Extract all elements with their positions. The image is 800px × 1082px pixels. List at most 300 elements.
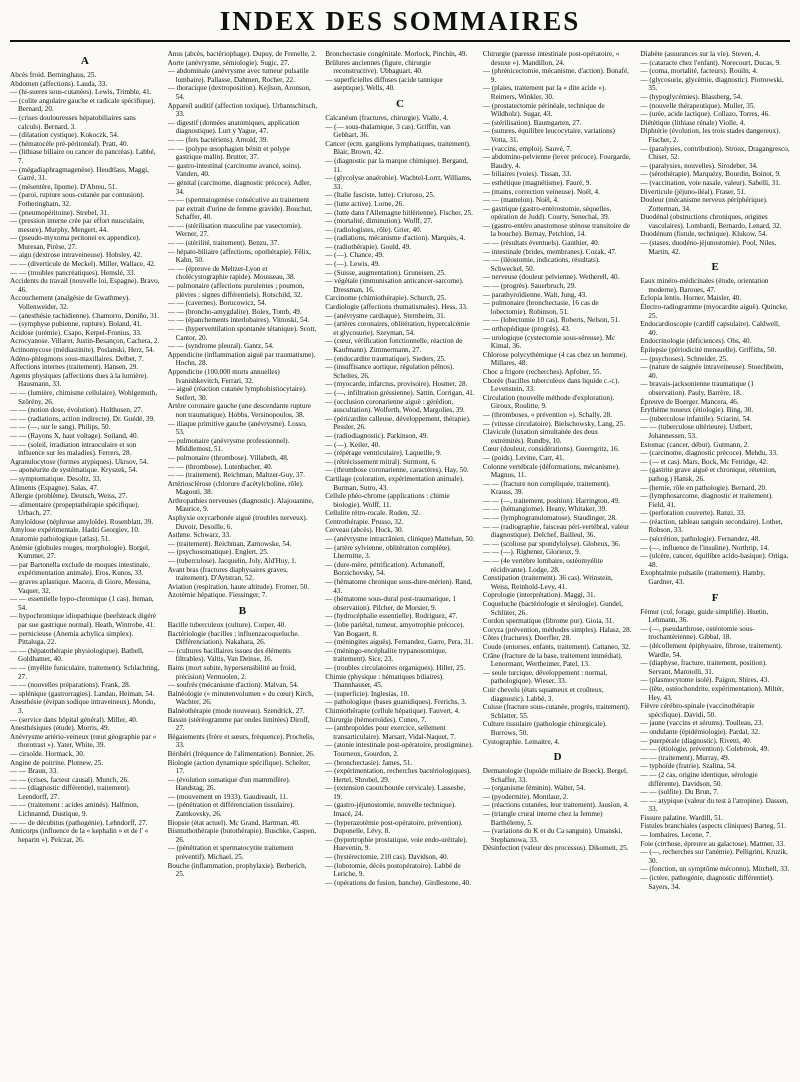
index-column [483, 50, 633, 1070]
index-entry: — — atypique (valeur du test à l'atropine). Dassen, 33. [640, 796, 789, 814]
index-entry: Asphyxie oxycarbonée aiguë (troubles nerveux). Duvoir, Desoille, 6. [167, 514, 308, 531]
index-entry: — (glycosurie, glycémie, diagnostic). Piotrowski, 35. [640, 75, 784, 93]
index-entry: Endocrinologie (déficiences). Obs, 40. [640, 337, 752, 346]
index-entry: — (tuberculose). Jacquelin, Joly, Ald'Huy, 1. [167, 557, 297, 566]
index-entry: — pathologique (bases guanidiques). Frerichs, 3. [325, 698, 467, 707]
index-entry: — — (lobectomie 10 cas). Roberts, Nelson, 51. [482, 316, 620, 325]
index-entry: Artériosclérose (chlorure d'acétylcholine, rôle). Magouti, 38. [167, 479, 304, 497]
index-entry: — gastrique (gastro-entérostomie, séquelles, opération de Judd). Courty, Senechal, 39. [482, 204, 612, 222]
index-entry: — (atonie intestinale post-opératoire, prostigmine). Tourneux, Gourdon, 2. [325, 741, 473, 758]
index-entry: — (pseudo-myxoma peritonei ex appendice). Muresan, Pirèse, 27. [10, 234, 141, 251]
index-entry: Amyloïdose (néphrose amyloïde). Rosenblatt, 39. [10, 517, 154, 526]
index-entry: — (tête, ostéochondrite, expérimentation). Miltér, Hey, 43. [640, 684, 784, 702]
index-entry: Fistules branchiales (aspects cliniques) Barteg, 51. [640, 822, 786, 831]
index-entry: Balnéologie (« minutenvolumen » du cœur) Kirch, Wachter, 26. [167, 689, 314, 707]
index-entry: — — (myélite funiculaire, traitement). Schlachting, 27. [10, 663, 160, 681]
index-entry: Bacille tuberculeux (culture). Corper, 40. [167, 621, 287, 629]
index-entry: — (gastrite grave aiguë et chronique, rétention, pathog.) Hansk, 26. [640, 466, 777, 483]
index-entry: — — (—, traitement, position). Harrington, 49. [482, 496, 620, 505]
index-entry: Électro-radiogramme (myocardite aiguë). Quincke, 25. [640, 303, 788, 320]
index-entry: — (tuberculose infantile). Sciarini, 54. [640, 414, 752, 423]
index-entry: — (service dans hôpital général). Miller, 40. [10, 715, 138, 724]
index-entry: — (sécrétion, pathologie). Fernandez, 48. [640, 535, 761, 544]
index-entry: — — (radiographie, faisceau péri-vertébral, valeur diagnostique). Delchef, Bailleul, 36. [482, 522, 630, 540]
index-entry: Centrothérapie. Prusso, 32. [325, 517, 404, 526]
index-entry: — biliaires (voies). Tissan, 33. [482, 170, 572, 179]
index-entry: — (—, influence de l'insuline). Northrip, 14. [640, 543, 770, 552]
index-entry: — — (fracture non compliquée, traitement). Krauss, 39. [482, 479, 611, 497]
index-entry: — (—). Chance, 49. [325, 251, 384, 260]
index-entry: — (plasmocytome isolé). Paigon, Shires, 43. [640, 676, 770, 685]
index-entry: — (gastro-jéjunostomie, nouvelle technique). Imacé, 24. [325, 801, 456, 819]
index-entry: — — (stérilité, traitement). Benzu, 37. [167, 239, 280, 248]
index-entry: Épilepsie (périodicité mensuelle). Griffiths, 50. [640, 346, 777, 354]
index-entry: — (réactions cutanées, leur traitement). Jausion, 4. [482, 801, 629, 810]
index-entry: Coqueluche (bactériologie et sérologie). Gundel, Schlüter, 26. [482, 600, 623, 617]
index-entry: — — (polype œsophagien bénin et polype gastrique malin). Brutter, 37. [167, 144, 290, 162]
index-entry: — (—, pseudarthrose, ostéotomie sous-trochantérienne). Gibbal, 18. [640, 624, 755, 642]
index-entry: Appareil auditif (affection toxique). Urbantschitsch, 33. [167, 101, 318, 119]
index-entry: — (Italie fasciste, lutte). Criuroso, 25. [325, 191, 435, 200]
index-entry: — puerpérale (diagnostic). Rivetti, 40. [640, 736, 752, 745]
index-entry: Bactériologie (bacilles ; influenzacoqueluche. Différenciation). Nakahara, 26. [167, 629, 300, 647]
index-entry: — (dilatation cystique). Kokoczk, 54. [10, 131, 119, 140]
index-entry: — (crises douloureuses hépatobiliaires sans calculs). Bernard, 3. [10, 113, 136, 131]
index-entry: — (expérimentation, recherches bactériologiques). Hertel, Shrobel, 29. [325, 767, 472, 784]
section-letter: A [80, 55, 89, 67]
index-entry: — (hystérectomie, 210 cas). Davidson, 40. [325, 853, 449, 862]
index-entry: Amylose expérimentale. Hadzi Georgiev, 10. [10, 526, 140, 535]
index-entry: Acrocyanose. Villaret, Justin-Besançon, Cachera, 2. [10, 337, 160, 346]
index-entry: Fissure palatine. Wardill, 51. [640, 813, 724, 822]
index-entry: — (mouvement en 1933). Gaudreault, 11. [167, 792, 288, 801]
index-entry: — (carcinome, diagnostic précoce). Mehdu, 33. [640, 449, 778, 458]
index-entry: — (radiothérapie). Gould, 49. [325, 242, 412, 251]
index-entry: — (Suisse, augmentation). Gruneisen, 25. [325, 268, 446, 277]
index-entry: — (psychoses). Schneider, 25. [640, 354, 728, 363]
index-entry: — (radiodiagnostic). Parkinson, 49. [325, 431, 429, 440]
index-entry: — soufrés (mécanisme d'action). Malvan, 54. [167, 681, 299, 690]
index-entry: — — (radiations, action indirecte). Dr. Guédé, 39. [10, 414, 155, 423]
index-entry: — (cultures bacillaires issues des éléments filtrables). Valtis, Van Deinse, 16. [167, 646, 291, 664]
index-entry: — ondulante (épidémiologie). Pardal, 32. [640, 727, 760, 736]
index-entry: Diphtérie (évolution, les trois stades dangereux). Fischer, 2. [640, 127, 781, 144]
index-entry: Angine de poitrine. Plotnew, 25. [10, 758, 104, 767]
index-entry: — (artères coronaires, oblitération, hypercalcémie et glycosurie). Szeyman, 54. [325, 320, 470, 337]
index-entry: — aponéurite de systématique. Kryszek, 54. [10, 466, 138, 475]
index-entry: Anatomie pathologique (atlas). 51. [10, 535, 111, 544]
index-entry: — (lutte dans l'Allemagne hitlérienne). Fischer, 25. [325, 208, 473, 217]
index-entry: — superficielles diffuses (acide tannique aseptique). Wells, 40. [325, 75, 443, 93]
index-entry: — (lymphosarcome, diagnostic et traitement). Field, 41. [640, 492, 773, 509]
index-entry: Circulation (nouvelle méthode d'exploration). Giroux, Roulitte, 9. [482, 393, 615, 411]
index-entry: — (extension caoutchoutée cervicale). Lassesbe, 19. [325, 784, 466, 801]
index-entry: — (thromboses, « prévention »). Schally, 28. [482, 410, 613, 419]
index-entry: — typhoïde (fratrie). Szalina, 54. [640, 762, 736, 771]
index-entry: — (hypoglycémies). Blassberg, 54. [640, 92, 743, 101]
index-entry: Estomac (cancer, début). Gutmann, 2. [640, 440, 750, 449]
index-entry: — gastro-intestinal (carcinome avancé, soins). Vanden, 40. [167, 161, 302, 179]
index-entry: — (gastro-entéro anastomose sténose transitoire de la bouche). Bernay, Petchlon, 14. [482, 221, 630, 239]
index-entry: — (insuffisance aortique, régulation pélnos). Scheltes, 26. [325, 363, 454, 380]
index-entry: Côtes (fractures). Doerfler, 28. [482, 634, 572, 643]
index-entry: — (psychosomatique). Englert, 25. [167, 548, 269, 557]
index-columns [10, 50, 790, 1070]
index-entry: — — (hyperventilation spontanée tétanique). Scott, Cantor, 20. [167, 325, 317, 342]
index-entry: Aviation (respiration, haute altitude). Fromer, 50. [167, 582, 310, 591]
index-entry: — digestif (données anatomiques, application diagnostique). Lurt y Yague, 47. [167, 118, 300, 136]
index-entry: — graves aplastique. Macera, di Giore, Messina, Vaquer, 32. [10, 578, 151, 595]
index-entry: — (sérothérapie). Marquézy, Bourdin, Boinot, 9. [640, 170, 781, 179]
index-entry: — (hématome chronique sous-dure-mérien). Rand, 43. [325, 578, 473, 595]
index-entry: — (traitement). Reichman, Zarnowske, 54. [167, 539, 292, 548]
index-entry: Aorte (anévrysme, sémiologie). Sugic, 27. [167, 58, 290, 67]
section-letter: C [396, 97, 404, 110]
index-entry: Biologie (action dynamique spécifique). Schelter, 17. [167, 758, 311, 776]
index-entry: — intestinale (brides, membranes). Cozak, 47. [482, 247, 617, 256]
index-entry: — (variations du K et du Ca sanguin). Umanski, Stephanowa, 33. [482, 827, 623, 844]
index-entry: — (nature de saignée intraveineuse). Stoechbeim, 40. [640, 363, 784, 380]
index-entry: — (réaction, tableau sanguin secondaire). Lothet, Robson, 33. [640, 517, 783, 535]
index-entry: — esthétique (magnétisme). Fauré, 9. [482, 178, 592, 187]
index-entry: Désinfection (valeur des processus). Dikomeit, 25. [482, 844, 629, 853]
index-entry: — génital (carcinome, diagnostic précoce). Adler, 34. [167, 178, 311, 196]
index-entry: Arthropathies nerveuses (diagnostic). Alajouanine, Maurice, 9. [167, 496, 314, 514]
index-entry: — aiguë (réaction cutanée lymphohistiocytaire). Seifert, 30. [167, 385, 307, 402]
index-entry: — (plaies, traitement par la « dite acide »). Reimers, Winkler, 30. [482, 84, 607, 101]
index-entry: Chirurgie (paresse intestinale post-opératoire, « desuxe »). Mandillon, 24. [482, 50, 620, 67]
title-rule [10, 40, 790, 42]
page-title: INDEX DES SOMMAIRES [219, 6, 581, 36]
index-entry: — — (épanchements interlobaires). Vitnoski, 54. [167, 316, 310, 325]
index-entry: — (stases, duodéno-jéjunostomie). Pool, Niles, Martin, 42. [640, 239, 777, 256]
index-entry: — (hernie, rôle en pathologie). Bernard, 20. [640, 483, 767, 492]
index-entry: Diabète (assurances sur la vie). Steven, 4. [640, 50, 761, 58]
index-entry: — (hématocèle pré-péritonéal). Pratt, 40. [10, 139, 129, 148]
index-entry: Bismuthothérapie (butothérapie). Buschke, Caspen, 26. [167, 827, 317, 844]
index-entry: Agents physiques (affections dues à la lumière). Hausmann, 33. [10, 371, 149, 389]
index-entry: Exophtalmie pulsatile (traitement). Hamby, Gardner, 43. [640, 569, 766, 587]
index-entry: Azotémie hépatique. Fiessinger, 7. [167, 591, 268, 600]
section-letter: E [711, 261, 719, 274]
index-entry: — — (nouvelles préparations). Frank, 28. [10, 681, 131, 690]
index-entry: — (cœur, vérification fonctionnelle, réaction de Kaufmann). Zimmermann, 27. [325, 337, 463, 354]
index-entry: Anémie (globules rouges, morphologie). Borgel, Kummer, 27. [10, 543, 150, 561]
index-entry: Chimie (physique : hématiques biliaires). Thannhauser, 45. [325, 672, 444, 690]
index-entry: Duodénal (obstructions chroniques, origines vasculaires). Lombardi, Bernardo, Lenard, 32. [640, 213, 782, 230]
index-entry: — (—). Lewis, 49. [325, 260, 380, 269]
index-entry: Anticorps (influence de la « kephalin » et de l' « heparin »). Pelczar, 26. [10, 827, 149, 844]
index-entry: Anus (abcès, bactériophage). Dupuy, de Frenelle, 2. [167, 50, 317, 58]
index-entry: — (méningites aiguës). Fernandez, Garre, Pera, 31. [325, 638, 474, 647]
index-entry: — abdominale (anévrysme avec tumeur pulsatile lombaire). Pallasse, Dahmen, Rocher, 22. [167, 67, 309, 84]
index-entry: Culture tissulaire (pathologie chirurgicale). Burrows, 50. [482, 720, 607, 737]
index-entry: — thoracique (dextroposition). Kejlson, Aronson, 54. [167, 84, 311, 101]
index-entry: Chlorose polycythémique (4 cas chez un homme). Millares, 48. [482, 350, 628, 368]
index-entry: — (organisme féminin). Walter, 54. [482, 784, 586, 793]
index-entry: — (hypertrophie prostatique, voie endo-urétrale). Huevenin, 9. [325, 835, 468, 853]
index-entry: — — (syndrome pleural). Gantz, 54. [167, 342, 274, 351]
index-entry: — (mortalité, diminution). Wolff, 27. [325, 217, 433, 226]
index-entry: — (triangle crural interne chez la femme) Barthélemy, 5. [482, 810, 603, 827]
index-entry: — (vaccination, voie nasale, valeur). Sabelli, 31. [640, 178, 781, 187]
index-entry: Endocardioscopie (cardiff capsulaire). Caldwell, 40. [640, 320, 780, 337]
index-entry: — nerveuse (douleur pelvienne). Wetherell, 40. [482, 273, 620, 282]
index-entry: — (diaphyse, fracture, traitement, position). Servant, Marotolli, 31. [640, 659, 767, 676]
index-entry: — par Bartonella exclude de moques intestinale, expérimentation animale). Eros, Kunos, 33. [10, 560, 150, 578]
index-entry: — (lutte active). Lorne, 26. [325, 199, 405, 208]
index-entry: — (paralysies, contribution). Stroux, Dragangresco, Chiser, 52. [640, 144, 790, 162]
index-entry: — (radiations, mécanisme d'action). Marquès, 4. [325, 234, 466, 243]
index-entry: Coryza (prévention, méthodes simples). Halasz, 28. [482, 625, 632, 634]
index-entry: — alimentaire (propeptathérapie spécifique). Urbach, 27. [10, 500, 140, 518]
index-entry: Brûlures anciennes (figure, chirurgie reconstructive). Ubbaguart, 40. [325, 58, 431, 76]
index-entry: — (bronchectasie). James, 51. [325, 758, 413, 767]
index-entry: — (—, infiltration gréssienne). Sattin, Corrigan, 41. [325, 388, 475, 397]
index-entry: Fémur (col, forage, guide simplifié). Huetin, Lehmann, 36. [640, 607, 769, 625]
index-entry: — seule turcique, développement : normal, pathologique). Wieser, 33. [482, 668, 608, 686]
index-entry: Bronchectasie congénitale. Morlock, Pinchin, 49. [325, 50, 468, 58]
index-entry: — (vitesse circulatoire). Bielschowsky, Lang, 25. [482, 419, 626, 428]
index-entry: — (lobotomie, décès postopératoire). Labbé de Leriche, 9. [325, 861, 461, 879]
index-entry: — (— sous-thalamique, 3 cas). Griffin, van Gebhart, 36. [325, 122, 451, 140]
index-entry: — (pression interne crée par effort musculaire, mesure). Murphy, Mengert, 44. [10, 217, 145, 234]
index-entry: Fièvre cérébro-spinale (vaccinothérapie spécifique). Davidi, 50. [640, 702, 755, 719]
index-entry: — (poids). Levine, Carr, 41. [482, 453, 565, 462]
index-entry: — pulmonaire (thrombose). Villabeth, 48. [167, 453, 289, 462]
index-entry: — (—, recherches sur l'anémie). Pelligrini, Kruzik, 30. [640, 848, 788, 865]
index-entry: Dermatologie (lupoïde miliaire de Boeck). Bergel, Schaffer, 33. [482, 767, 628, 784]
index-entry: — — (cavernes). Borucowicz, 54. [167, 299, 267, 308]
index-entry: — hypochromique idiopathique (beefsteack digéré par sue gastrique normal). Heath, Wintrobe, 41. [10, 612, 157, 629]
index-entry: — splénique (gastrorragies). Landau, Heiman, 54. [10, 689, 155, 698]
index-entry: Coprologie (interprétation). Maggi, 31. [482, 591, 596, 600]
index-entry: Épreuve de Boerger. Mancera, 46. [640, 397, 739, 406]
index-entry: — — (lumière, chimisme cellulaire). Wohlgemuth, Szörény, 26. [10, 388, 157, 406]
index-entry: — (— et cas). Mars, Bock, Mc Fetridge, 42. [640, 457, 768, 466]
index-entry: — (anthropoïdes pour exercice, sellement transarticulaire). Marsarr, Vidal-Naquet, 7. [325, 724, 456, 741]
index-entry: — — (résultats éventuels). Gauthier, 40. [482, 239, 600, 248]
index-entry: Foie (cirrhose, épreuve au galactose). Mattner, 33. [640, 839, 785, 848]
index-entry: — (myocarde, infarctus, provisoire). Hosmer, 28. [325, 380, 468, 389]
index-entry: — (hi-sueres sous-cutanées). Lewis, Trimble, 41. [10, 88, 152, 97]
index-entry: — (hyperazotémie post-opératoire, prévention). Duponelle, Lévy, 8. [325, 818, 463, 836]
index-entry: — abdomino-pelvienne (lever précoce). Fourgarde, Baudry, 4. [482, 153, 631, 170]
index-entry: — (lithiase biliaire ou cancer du pancréas). Labbé, 7. [10, 148, 156, 165]
index-entry: — (superficie). Inglesias, 10. [325, 689, 410, 698]
index-entry: — parathyroïdienne. Walt, Jung, 43. [482, 290, 588, 299]
index-entry: Clavicule (luxation simultanée des deux extrémités). Rundby, 10. [482, 428, 599, 445]
index-entry: — (fonction, un symptôme méconnu). Mitchell, 33. [640, 865, 790, 874]
index-entry: Cardiologie (affections rhumatismales). Hess, 33. [325, 303, 468, 312]
index-entry: — — (lymphogranulomatose). Staudinger, 28. [482, 514, 617, 523]
index-entry: — pulmonaire (bronchectasie, 16 cas de lobectomie). Robinson, 51. [482, 299, 599, 316]
index-entry: — (hématome sous-dural post-traumatique, 1 observation). Pilcher, de Morsier, 9. [325, 595, 456, 612]
index-entry: — (pneumopéritoine). Strebel, 31. [10, 208, 110, 217]
index-entry: Crâne (fracture de la base, traitement immédiat). Lenormant, Wertheimer, Patel, 13. [482, 651, 623, 669]
index-entry: — (thrombose coronarienne, caractères). Hay, 50. [325, 466, 469, 475]
index-entry: — (lobe pariétal, tumeur, amyotrophie précoce). Van Bogaert, 8. [325, 621, 465, 638]
index-entry: — (méningo-encéphalite trypanosomique, traitement). Sice, 23. [325, 646, 447, 664]
index-entry: Adéno-phlegmons sous-maxillaires. Delbet, 7. [10, 354, 144, 363]
index-entry: Anesthésie (évipan sodique intraveineux). Mondo, 3. [10, 698, 156, 715]
index-entry: Diverticule (jéjuno-iléal). Fraser, 51. [640, 187, 746, 196]
index-entry: — — (2 cas, origine identique, sérologie différente). Davidson, 50. [640, 770, 758, 788]
index-entry: — (nouvelle thérapeutique). Muller, 35. [640, 101, 756, 110]
index-entry: — (occlusion coronarienne aiguë : gérédion, auscultation). Wolferth, Wood, Margolies, 39. [325, 397, 465, 415]
index-entry: Anévrysme artério-veineux (rœut géographie par « thorotrast »). Yater, White, 39. [10, 732, 157, 750]
index-entry: Aliments (Espagne). Salas, 47. [10, 483, 99, 492]
index-entry: — (symphyse pubienne, rupture). Boland, 41. [10, 320, 142, 329]
index-entry: — — (stérilisation masculine par vasectomie). Werner, 27. [167, 221, 302, 239]
index-entry: — orthopédique (progrès). 43. [482, 325, 571, 333]
index-entry: — urologique (cystectomie sous-séreuse). Mc Kimal, 36. [482, 333, 616, 351]
index-column [168, 50, 318, 1070]
index-entry: — (paroi, rupture sous-cutanée par contusion). Fotheringham, 32. [10, 191, 145, 208]
index-entry: — (pénétration et spermatocytite traitement préventif). Michael, 25. [167, 844, 294, 862]
index-entry: Cœur (douleur, considérations). Guerngritz, 16. [482, 445, 620, 454]
index-entry: Chorée (bacilles tuberculeux dans liquide c.-r.). Levenstein, 33. [482, 376, 620, 394]
index-entry: — (anévrysme cardiaque). Sternheim, 31. [325, 311, 446, 320]
index-entry: — (radiologistes, rôle). Grier, 40. [325, 225, 422, 234]
index-entry: Cystographie. Lemaitre, 4. [482, 737, 560, 746]
index-entry: Cuir chevelu (états squameux et croûteux, diagnostic). Labbé, 3. [482, 685, 604, 703]
index-entry: — pulmonaire (affections purulentes ; poumon, plèvres : signes différentiels). Rotschild, 32. [167, 282, 305, 299]
index-entry: Cellule phéo-chrome (applications : chimie biologie). Wolff, 11. [325, 492, 450, 509]
index-entry: — aigu (dextrose intraveineuse). Hobsley, 42. [10, 251, 143, 260]
index-entry: — (rétrécissement mitral). Surmont, 6. [325, 457, 437, 466]
index-entry: — jaune (vaccins et sérums). Toulleau, 23. [640, 719, 764, 728]
index-entry: — (artère sylvienne, oblitération complète). Lhermitte, 3. [325, 543, 452, 561]
index-entry: Allergie (problème). Deutsch, Weiss, 27. [10, 492, 128, 501]
index-entry: — — essentielle hypo-chromique (1 cas). Iteman, 54. [10, 595, 154, 612]
index-entry: — (vaccins, emploi). Sauvé, 7. [482, 144, 572, 153]
index-entry: Eaux minéro-médicinales (étude, orientation moderne). Baroues, 47. [640, 277, 769, 294]
index-entry: Artère coronaire gauche (une descendante rupture non traumatique). Hobbs, Versinopoulos, 38. [167, 402, 312, 419]
index-entry: Chirurgie (hémorroïdes). Cuneo, 7. [325, 715, 427, 724]
index-entry: — (endocardite traumatique). Sieders, 25. [325, 354, 446, 363]
index-entry: — — (scoliose par spondylolyse). Globeux, 36. [482, 539, 621, 548]
index-entry: Coude (entorses, enfants, traitement). Cattaneo, 32. [482, 642, 631, 651]
index-entry: Accouchement (analgésie de Gwathmey). Vollenweider, 32. [10, 294, 131, 312]
index-entry: Duodénum (fistule, technique). Klukow, 54. [640, 230, 768, 239]
index-entry: — bravais-jacksonienne traumatique (1 observation). Pauly, Barrère, 18. [640, 380, 754, 397]
index-entry: Abdomen (affections). Lauda, 33. [10, 79, 108, 88]
index-entry: Asthme. Schwarz, 33. [167, 531, 231, 540]
index-entry: — (colite angulaire gauche et radicale spécifique). Bernard, 20. [10, 96, 156, 114]
index-entry: — (répérage ventriculaire). Laqueille, 9. [325, 449, 442, 458]
index-entry: — (hydrocéphalie essentielle). Rodriguez, 47. [325, 612, 458, 621]
index-entry: — iliaque primitive gauche (anévrysme). Losso, 53. [167, 419, 307, 437]
index-entry: — (paralysies, nouvelles). Sirodeber, 34. [640, 161, 758, 170]
index-entry: Chimiothérapie (cellule hépatique). Fauvert, 4. [325, 706, 460, 715]
index-entry: — (anesthésie rachidienne). Chamorro, Doniño, 31. [10, 311, 160, 320]
index-entry: — — (iléostomie, indications, résultats). Schweckel, 50. [482, 256, 600, 273]
index-entry: — (perforation couverte). Ranzi, 33. [640, 509, 746, 518]
index-entry: — lombaires. Lecene, 7. [640, 831, 712, 840]
index-entry: Erythème noueux (étiologie). Bing, 30. [640, 406, 754, 415]
index-entry: — (troubles circulatoires organiques). Hiller, 25. [325, 663, 466, 672]
index-column [325, 50, 475, 1070]
index-entry: — (péricardite calleuse, développement, thérapie). Pessler, 26. [325, 414, 471, 432]
index-entry: Eclopia lentis. Horner, Maisler, 40. [640, 294, 742, 303]
index-entry: — (ulcère, cancer, équilibre acido-basique). Ortiga, 48. [640, 552, 789, 569]
index-entry: Calcanéum (fractures, chirurgie). Vialle, 4. [325, 113, 449, 122]
index-entry: — — (spermatogenèse consécutive au traitement par extrait d'urine de femme gravide). Bouchut, Schaffer, 40. [167, 196, 313, 222]
index-entry: — (ictère, pathogénie, diagnostic différentiel). Sayers, 34. [640, 874, 774, 891]
index-entry: — (glycolyse anaérobie). Wachtel-Lorrt, Williams, 33. [325, 174, 472, 191]
index-entry: — — (4e vertèbre lombaire, ostéomyélite récidivante). Lodge, 28. [482, 557, 603, 574]
index-entry: Cerveau (abcès). Hock, 30. [325, 526, 404, 535]
index-entry: — — (épreuve de Meltzer-Lyon et cholécystographie rapide). Mousseau, 38. [167, 264, 296, 282]
index-entry: Bouche (inflammation, prophylaxie). Berberich, 25. [167, 861, 307, 879]
index-entry: — (mains, correction veineuse). Noël, 4. [482, 187, 600, 196]
index-entry: — — (diverticule de Meckel). Miller, Wallace, 42. [10, 260, 156, 269]
index-column [640, 50, 790, 1070]
index-entry: — symptomatique. Desoltz, 33. [10, 474, 102, 483]
index-entry: — (—). Keiler, 40. [325, 440, 380, 449]
index-entry: Cordon spermatique (fibrome pur). Gioia, 31. [482, 617, 615, 626]
index-entry: — (phrénicectomie, mécanisme, d'action). Bonafé, 9. [482, 67, 629, 84]
index-entry: — (sutures, équilibre leucocytaire, variations) Votta, 31. [482, 127, 615, 144]
index-entry: — — (hépatothérapie physiologique). Bathell, Goldhamer, 40. [10, 646, 144, 664]
index-entry: — (urée, acide lactique). Collazo, Torres, 46. [640, 110, 771, 119]
index-entry: Affections internes (traitement). Hansen, 29. [10, 363, 139, 372]
section-letter: F [711, 591, 719, 604]
index-entry: Bégaiements (frère et sœurs, fréquence). Prochelis, 33. [167, 732, 315, 750]
index-entry: — (stérilisation). Baumgarten, 27. [482, 118, 582, 127]
index-entry: Appendicite (100.000 morts annuelles) Ivanishkevitch, Ferrari, 32. [167, 367, 280, 385]
index-entry: — — (étiologie, prévention). Colebrook, 49. [640, 745, 770, 754]
index-entry: — — (—, sur le sang). Philips, 50. [10, 423, 111, 432]
index-column [10, 50, 160, 1070]
index-entry: Biopsie (état actuel). Mc Grand, Hartman, 40. [167, 818, 300, 827]
index-entry: — — (traitement). Murray, 49. [640, 753, 730, 762]
index-entry: Avant bras (fractures diaphysaires graves, traitement). D'Aytstran, 52. [167, 565, 288, 583]
index-entry: — — (fers bactériens). Arnold, 39. [167, 135, 269, 144]
index-entry: — — Braun, 33. [10, 767, 59, 776]
index-entry: Diététique (lithiase rénale) Violle, 4. [640, 118, 746, 127]
index-entry: Cartilage (coloration, expérimentation animale). Burman, Sutro, 43. [325, 474, 464, 492]
index-entry: — pernicieuse (Anemia achylica simplex). Pittaluga, 22. [10, 629, 134, 647]
index-entry: Constipation (traitement). 36 cas). Wrinstein, Weiss, Reinhold-Levy, 41. [482, 574, 613, 591]
index-entry: — (anévrysme intracrânien, clinique) Mattehan, 50. [325, 535, 475, 544]
index-entry: — — (tuberculose ultérieure). Ustbert, Johannessen, 53. [640, 423, 753, 440]
index-entry: Carcinome (chimiothérapie). Schurch, 25. [325, 294, 447, 303]
index-entry: — — (Rayons X, haut voltage). Soiland, 40. [10, 431, 139, 440]
index-entry: Bassin (stéréogramme par ondes limitées) Diroff, 27. [167, 715, 310, 733]
index-entry: Colonne vertébrale (déformations, mécanisme). Magnus, 11. [482, 462, 620, 480]
index-entry: Cancer (ecm. ganglions lymphatiques, traitement). Blair, Brown, 42. [325, 139, 471, 157]
index-entry: — — (soleil, irradiation intraoculaire et son influence sur les maladies). Ferrers, 28. [10, 440, 137, 458]
index-entry: — (pyodermite). Montlaur, 2. [482, 792, 569, 801]
index-entry: Béribéri (fréquence de l'alimentation). Bonnier, 26. [167, 749, 315, 758]
index-entry: — — (notion dose, évolution). Holthusen, 27. [10, 406, 143, 415]
index-entry: — — (diagnostic différentiel, traitement). Leendorff, 27. [10, 784, 131, 801]
section-letter: B [238, 605, 247, 617]
index-entry: — — (crises, facteur causal). Munch, 26. [10, 775, 129, 784]
index-entry: — (pénétration et différenciation tissulaire). Zamkovsky, 26. [167, 801, 295, 819]
index-entry: — — (sulfite). Du Brun, 7. [640, 788, 719, 797]
index-entry: Acidose (urémie). Csapo, Kerpel-Fronius, 33. [10, 328, 142, 337]
index-entry: Actinomycose (médiastinite). Poslanski, Herz, 54. [10, 346, 155, 354]
index-entry: — végétale (immunisation anticancer-sarcome). Dressman, 16. [325, 277, 464, 294]
index-entry: — — (troubles pancréatiques). Hemslé, 33. [10, 268, 136, 277]
index-entry: Cellulite rétro-rocale. Roden, 32. [325, 509, 421, 518]
index-entry: — — (thrombose). Lutenbacher, 40. [167, 462, 273, 471]
index-entry: — — de décubitus (pathogénie). Lehndorff, 27. [10, 818, 148, 827]
index-entry: — (évolution somatique d'un mammifère). Handstag, 26. [167, 775, 291, 793]
